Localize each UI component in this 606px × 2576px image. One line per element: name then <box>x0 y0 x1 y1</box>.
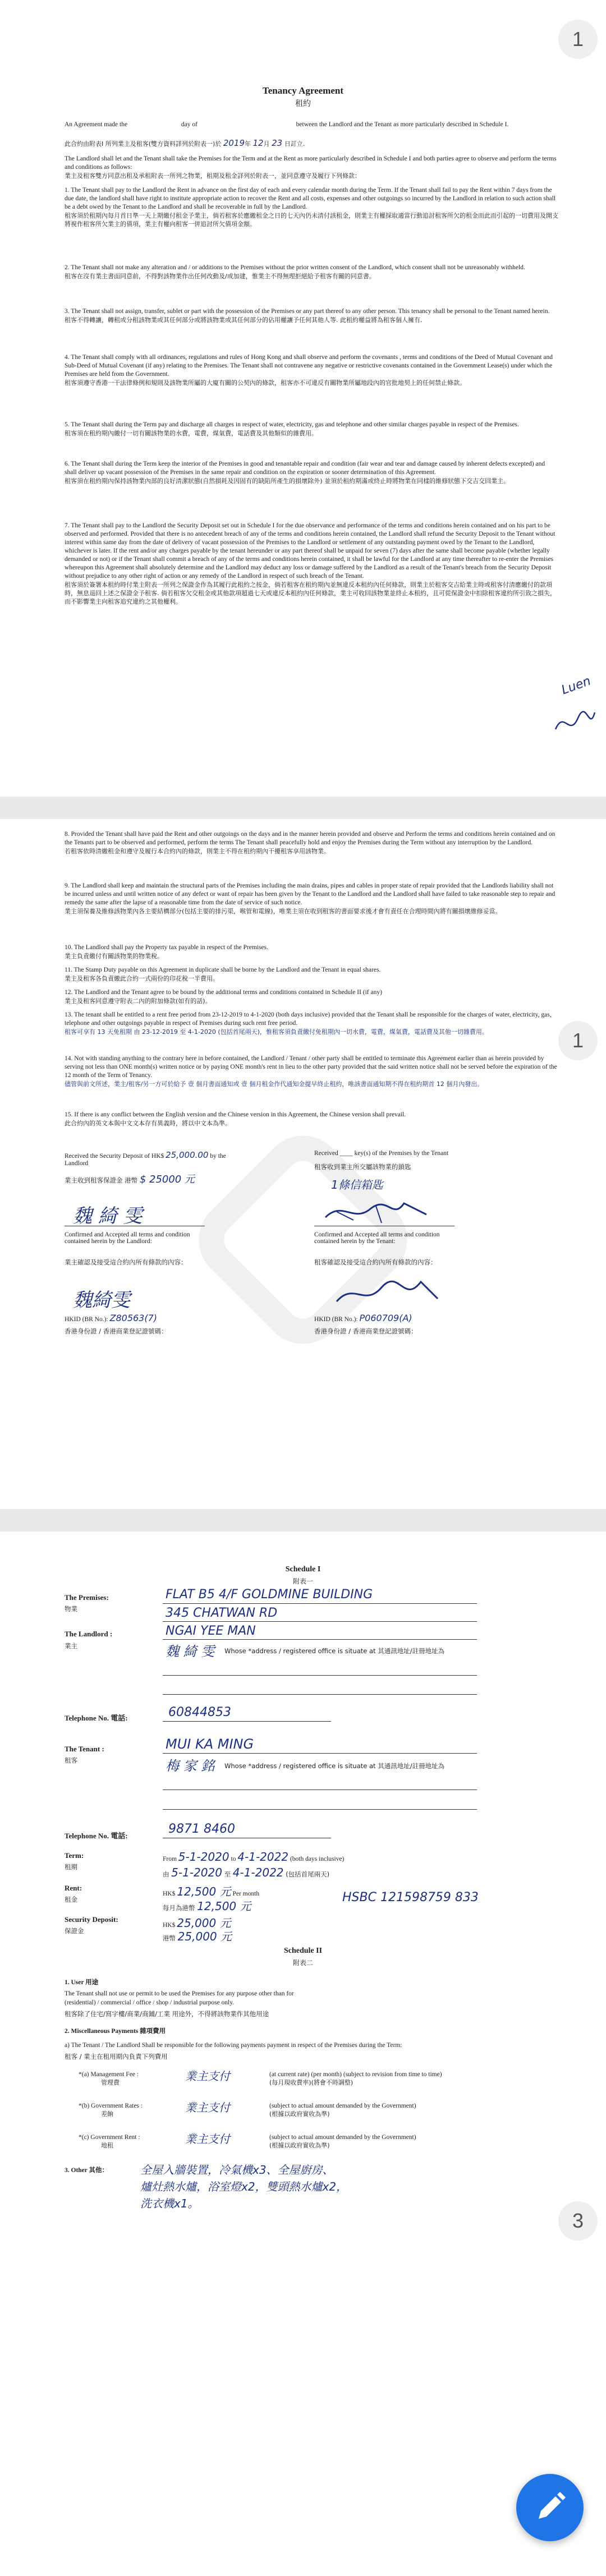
clause-7: 7. The Tenant shall pay to the Landlord the Security Deposit set out in Schedule I for the due observance and performance of the terms and conditions herein contained and on his part to be observed and performed. Provided that there is no antecedent breach of any of the terms and conditions herein contained, the Landlord shall refund the Security Deposit to the Tenant without interest within same day from the date of delivery of vacant possession of the Premises to the Landlord or settlement of any outstanding payment owed by the Tenant to the Landlord, whichever is later. If the rent and/or any charges payable by the tenant hereunder or any part thereof shall be unpaid for seven (7) days after the same shall become payable (whether legally demanded or not) or if the Tenant shall commit a breach of any of the terms and conditions herein contained, it shall be lawful for the Landlord at any time thereafter to re-enter the Premises whereupon this Agreement shall absolutely determine and the Landlord may deduct any loss or damage suffered by the Landlord as a result of the Tenant's breach from the Security Deposit without prejudice to any other right of action or any remedy of the Landlord in respect of such breach of the Tenant. 租客須於簽署本租約時付業主附表一所列之保證金作為其履行此租約之按金，倘若租客在租約期內並無違反本租約內任何條款，則業主於租客交吉給業主時或租客付清應繳付的款項時，無息退回上述之保證金予租客. 倘若租客欠交租金或其他款項超過七天或違反本租約內任何條款，業主可收回該物業並終止本租約，且可從保證金中扣除租客違約所引致之損失，而不影響業主向租客追究違約之其他權利。 <box>65 522 556 605</box>
rent-label: Rent: <box>65 1884 82 1892</box>
premises-label: The Premises: <box>65 1593 109 1602</box>
clause-13: 13. The tenant shall be entitled to a rent free period from 23-12-2019 to 4-1-2020 (both days inclusive) provided that the Tenant shall be responsible for the charges of water, electricity, gas, telephone and other outgoings payable in respect of Premises during such rent free period. 租客可享有 13 天免租期 由 23-12-2019 至 4-1-2020 (包括首尾兩天)，惟租客須負責繳付免租期內一切水費，電費，煤氣費，電話費及其他一切雜費用。 <box>65 1011 552 1036</box>
schedule1-title-zh: 附表一 <box>292 1577 313 1585</box>
clause-11: 11. The Stamp Duty payable on this Agreement in duplicate shall be borne by the Landlord and the Tenant in equal shares. 業主及租客各負責繳此合約一式兩份的印花稅一半費用。 <box>65 967 381 982</box>
tenant-name-en: MUI KA MING <box>166 1736 254 1752</box>
premises-line-1: FLAT B5 4/F GOLDMINE BUILDING <box>166 1588 373 1602</box>
clause-2: 2. The Tenant shall not make any alteration and / or additions to the Premises without the prior written consent of the Landlord, which consent shall not be unreasonably withheld. 租客在沒有業主書面同意前，不得對該物業作出任何改動及/或加建，惟業主不得無理拒絕給予租客有關的同意書。 <box>65 264 525 280</box>
confirmed-tenant: Confirmed and Accepted all terms and condition contained herein by the Tenant: <box>314 1231 440 1245</box>
date-month-hw: 12 <box>252 138 264 148</box>
item-rates-hw: 業主支付 <box>185 2101 230 2114</box>
clause-10: 10. The Landlord shall pay the Property tax payable in respect of the Premises. 業主負責繳付有關該物業的物業稅。 <box>65 944 268 960</box>
item-govrent: *(c) Government Rent : 地租 <box>79 2134 140 2149</box>
page-indicator-2: 1 <box>558 1021 598 1060</box>
agreement-title-zh: 租約 <box>295 99 311 108</box>
received-deposit: Received the Security Deposit of HK$ 25,000.00 by the Landlord <box>65 1150 226 1167</box>
edit-fab-button[interactable] <box>516 2474 584 2541</box>
tenant-id-zh: 香港身份證 / 香港商業登記證號碼： <box>314 1327 417 1335</box>
landlord-phone-label: Telephone No. 電話: <box>65 1714 128 1722</box>
rent-row: HK$ 12,500 元 Per month <box>163 1885 260 1898</box>
item-management: *(a) Management Fee : 管理費 <box>79 2071 139 2086</box>
date-year-hw: 2019 <box>223 138 245 148</box>
other-line-2: 爐灶熱水爐，浴室燈x2，雙頭熱水爐x2， <box>140 2180 348 2193</box>
clause-5: 5. The Tenant shall during the Term pay and discharge all charges in respect of water, electricity, gas and telephone and other similar charges payable in respect of the Premises. 租客須在租約期內繳付一切有關該物業的水費，電費，煤氣費，電話費及其他類似的雜費用。 <box>65 421 519 437</box>
premises-line-2: 345 CHATWAN RD <box>166 1606 278 1620</box>
tenant-phone-label: Telephone No. 電話: <box>65 1832 128 1840</box>
confirmed-landlord-zh: 業主確認及接受這合約內所有條款的內容： <box>65 1258 187 1266</box>
landlord-label: The Landlord : <box>65 1630 113 1638</box>
agreement-title: Tenancy Agreement <box>262 85 344 96</box>
item-govrent-hw: 業主支付 <box>185 2132 230 2146</box>
tenant-sign-2 <box>331 1276 443 1310</box>
landlord-hkid: HKID (BR No.): Z80563(7) <box>65 1313 158 1323</box>
bank-account: HSBC 121598759 833 <box>342 1890 479 1905</box>
landlord-sign-1: 魏 綺 雯 <box>73 1205 143 1227</box>
page-indicator-1: 1 <box>558 20 598 59</box>
page-gap-2 <box>0 1509 606 1531</box>
clause-14: 14. Not with standing anything to the contrary here in before contained, the Landlord / Tenant / other party shall be entitled to terminate this Agreement earlier than as herein provided by serving not less than ONE month(s) written notice or by paying ONE month's rent in lieu to the other party provided that the said written notice shall not be served before the expiration of the 12 month of the Term of Tenancy. 儘管與前文所述，業主/租客/另一方可於給予 壹 個月書面通知或 壹 個月租金作代通知金提早終止租約，唯該書面通知期不得在租約期首 12 個月內發出。 <box>65 1055 557 1088</box>
tenant-sign-1 <box>320 1195 432 1229</box>
page-2 <box>0 819 606 1509</box>
tenant-name-zh: 梅 家 銘 <box>166 1758 215 1774</box>
item-management-hw: 業主支付 <box>185 2069 230 2083</box>
landlord-id-zh: 香港身份證 / 香港商業登記證號碼： <box>65 1327 168 1335</box>
clause-1: 1. The Tenant shall pay to the Landlord the Rent in advance on the first day of each and every calendar month during the Term. If the Tenant shall fail to pay the Rent within 7 days from the due date, the landlord shall have right to institute appropriate action to recover the Rent and all costs, expenses and other outgoings so incurred by the Landlord in relation to such action shall be a debt owed by the Tenant to the Landlord and shall be recoverable in full by the Landlord. 租客須於租期內每月首日準一天上期繳付租金予業主，倘若租客於應繳租金之日的七天內仍未清付該租金，則業主有權採取適當行動追討租客所欠的租金而此而引起的一切費用及開支將視作租客所欠業主的債項，業主有權向租客一併追討所欠債項金額。 <box>65 187 558 228</box>
initial-signature: Luen <box>559 674 593 698</box>
confirmed-tenant-zh: 租客確認及接受這合約內所有條款的內容： <box>314 1258 437 1266</box>
landlord-sign-2: 魏綺雯 <box>73 1289 130 1312</box>
item-rates: *(b) Government Rates : 差餉 <box>79 2103 143 2118</box>
clause-8: 8. Provided the Tenant shall have paid the Rent and other outgoings on the days and in the manner herein provided and observe and Perform the terms and conditions herein contained and on the Tenants part to be observed and performed, perform the terms The Tenant shall peacefully hold and enjoy the Premises during the Term without any interruption by the Landlord. 若租客依時清繳租金和遵守及履行本合約內的條款，則業主不得在租約期內干擾租客享用該物業。 <box>65 831 556 855</box>
other-label: 3. Other 其他： <box>65 2167 109 2174</box>
tenant-address-note: Whose *address / registered office is situate at 其通訊地址/註冊地址為 <box>224 1762 445 1770</box>
intro-line: An Agreement made the day of between the Landlord and the Tenant as more particularly described in Schedule I. <box>65 121 509 128</box>
item-govrent-note: (subject to actual amount demanded by the Government) (根據以政府實收為準) <box>269 2134 416 2149</box>
tenant-phone: 9871 8460 <box>168 1822 235 1836</box>
confirmed-landlord: Confirmed and Accepted all terms and condition contained herein by the Landlord: <box>65 1231 190 1245</box>
term-label: Term: <box>65 1851 84 1860</box>
received-keys-zh: 租客收到業主所交屬該物業的鎖匙 <box>314 1163 411 1171</box>
schedule1-title: Schedule I <box>285 1565 321 1574</box>
clause-6: 6. The Tenant shall during the Term keep the interior of the Premises in good and tenantable repair and condition (fair wear and tear and damage caused by inherent defects excepted) and shall deliver up vacant possession of the Premises in the same repair and condition on the expiration or sooner determination of this Agreement. 租客須在租約期內保持該物業內部的良好清潔狀態(自然損耗及因固有的缺陷所產生的損壞除外) 並須於租約期滿或終止時將物業在同樣的維修狀態下交吉交回業主。 <box>65 461 545 485</box>
landlord-name-en: NGAI YEE MAN <box>166 1624 256 1638</box>
tenant-label: The Tenant : <box>65 1745 104 1753</box>
clause-9: 9. The Landlord shall keep and maintain the structural parts of the Premises including the main drains, pipes and cables in proper state of repair provided that the Landlords liability shall not be incurred unless and until written notice of any defect or want of repair has been given by the Tenant to the Landlord and the Landlord shall have failed to take reasonable step to repair and remedy the same after the lapse of a reasonable time from the date of service of such notice. 業主須保養及維修該物業內各主要結構部分(包括主要的排污渠，喉管和電線)，唯業主須在收到租客的書面要求後才會有責任在合理時間內將有關損壞維修妥當。 <box>65 882 556 915</box>
clause-15: 15. If there is any conflict between the English version and the Chinese version in this Agreement, the Chinese version shall prevail. 此合約內的英文本與中文文本存有異義時，將以中文本為準。 <box>65 1111 406 1127</box>
tenant-hkid: HKID (BR No.): P060709(A) <box>314 1313 412 1323</box>
lead-paragraph: The Landlord shall let and the Tenant shall take the Premises for the Term and at the Rent as more particularly described in Schedule I and both parties agree to observe and perform the terms and conditions as follows: 業主及租客雙方同意出租及承租附表一所列之物業，租期及租金詳列於附表一，並同意遵守及履行下列條款： <box>65 155 557 180</box>
schedule2-title-zh: 附表二 <box>292 1959 313 1967</box>
clause-12: 12. The Landlord and the Tenant agree to be bound by the additional terms and conditions contained in Schedule II (if any) 業主及租客同意遵守附表二內的附加條款(如有的話)。 <box>65 989 382 1005</box>
date-day-hw: 23 <box>272 138 283 148</box>
page-3: Schedule I 附表一 The Premises: 物業 FLAT B5 4/F GOLDMINE BUILDING 345 CHATWAN RD The Landlord : 業主 NGAI YEE MAN 魏 綺 雯 Whose *address / registered office is situate at 其通訊地址/註冊地址為 Telephone No. 電話: 60844853 The Tenant : 租客 MUI KA MING 梅 家 銘 Whose *address / registered office is situate at 其通訊地址/註冊地址為 Telephone No. 電話: 9871 8460 Term: 租期 From 5-1-2020 to 4-1-2022 (both days inclusive) 由 5-1-2020 至 4-1-2022 (包括首尾兩天) Rent: 租金 HK$ 12,500 元 Per month 每月為港幣 12,500 元 HSBC 121598759 833 Security Deposit: 保證金 HK$ 25,000 元 港幣 25,000 元 Schedule II 附表二 1. User 用途 The Tenant shall not use or permit to be used the Premises for any purpose other than for (residential) / commercial / office / shop / industrial purpose only. 租客除了住宅/寫字樓/商業/商鋪/工業 用途外，不得將該物業作其他用途 2. Miscellaneous Payments 雜項費用 a) The Tenant / The Landlord Shall be responsible for the following payments payment in respect of the Premises during the Term: 租客 / 業主在租用期內負責下列費用 *(a) Management Fee : 管理費 業主支付 (at current rate) (per month) (subject to revision from time to time) (每月現收費率)(將會不時調整) *(b) Government Rates : 差餉 業主支付 (subject to actual amount demanded by the Government) (根據以政府實收為準) *(c) Government Rent : 地租 業主支付 (subject to actual amount demanded by the Government) (根據以政府實收為準) 3. Other 其他： 全屋入牆裝置，冷氣機x3、全屋廚房、 爐灶熱水爐，浴室燈x2，雙頭熱水爐x2， 洗衣機x1。 <box>0 1531 606 2576</box>
landlord-phone: 60844853 <box>168 1705 231 1719</box>
clause-4: 4. The Tenant shall comply with all ordinances, regulations and rules of Hong Kong and shall observe and perform the covenants , terms and conditions of the Deed of Mutual Covenant and Sub-Deed of Mutual Covenant (if any) relating to the Premises. The Tenant shall not contravene any negative or restrictive covenants contained in the Government Lease(s) under which the Premises are held from the Government. 租客須遵守香港一干法律條例和規則及該物業所屬的大廈有關的公契內的條款，租客亦不可違反有關物業所屬地段內的官批地契上的任何禁止條款。 <box>65 354 553 387</box>
pencil-icon <box>516 2474 584 2541</box>
term-row-zh: 由 5-1-2020 至 4-1-2022 (包括首尾兩天) <box>163 1866 330 1879</box>
intro-line-zh: 此合約由附表I 所列業主及租客(雙方資料詳列於附表一)於 2019年 12月 23 日訂立. <box>65 138 305 148</box>
user-options: (residential) / commercial / office / shop / industrial purpose only. <box>65 1999 235 2006</box>
deposit-label: Security Deposit: <box>65 1915 118 1924</box>
page-gap-1 <box>0 797 606 819</box>
item-management-note: (at current rate) (per month) (subject to revision from time to time) (每月現收費率)(將會不時調整) <box>269 2071 442 2086</box>
misc-text: a) The Tenant / The Landlord Shall be responsible for the following payments payment in respect of the Premises during the Term: <box>65 2042 402 2049</box>
user-zh: 租客除了住宅/寫字樓/商業/商鋪/工業 用途外，不得將該物業作其他用途 <box>65 2010 269 2018</box>
page-1 <box>0 0 606 797</box>
deposit-row: HK$ 25,000 元 <box>163 1916 231 1930</box>
landlord-address-note: Whose *address / registered office is situate at 其通訊地址/註冊地址為 <box>224 1647 445 1655</box>
misc-heading: 2. Miscellaneous Payments 雜項費用 <box>65 2028 166 2035</box>
term-row: From 5-1-2020 to 4-1-2022 (both days inclusive) <box>163 1850 345 1864</box>
page-indicator-3: 3 <box>558 2201 598 2241</box>
deposit-row-zh: 港幣 25,000 元 <box>163 1930 232 1943</box>
rent-row-zh: 每月為港幣 12,500 元 <box>163 1899 251 1913</box>
user-heading: 1. User 用途 <box>65 1979 99 1986</box>
keys-hw: 1條信箱匙 <box>331 1178 383 1192</box>
other-line-3: 洗衣機x1。 <box>140 2197 199 2210</box>
received-keys: Received ____ key(s) of the Premises by the Tenant <box>314 1150 449 1157</box>
received-deposit-zh: 業主收到租客保證金 港幣 $ 25000 元 <box>65 1174 195 1185</box>
schedule2-title: Schedule II <box>283 1947 323 1955</box>
user-text: The Tenant shall not use or permit to be used the Premises for any purpose other than for <box>65 1990 294 1997</box>
initial-scribble <box>553 707 598 740</box>
clause-3: 3. The Tenant shall not assign, transfer, sublet or part with the possession of the Premises or any part thereof to any other person. This tenancy shall be personal to the Tenant named herein. 租客不得轉讓，轉租或分租該物業或其任何部分或將該物業或其任何部分的佔用權讓予任何其他人等. 此租約權益將為租客個人擁有. <box>65 308 550 324</box>
other-line-1: 全屋入牆裝置，冷氣機x3、全屋廚房、 <box>140 2163 334 2177</box>
item-rates-note: (subject to actual amount demanded by the Government) (根據以政府實收為準) <box>269 2103 416 2118</box>
misc-zh: 租客 / 業主在租用期內負責下列費用 <box>65 2053 168 2060</box>
landlord-name-zh: 魏 綺 雯 <box>166 1644 215 1659</box>
